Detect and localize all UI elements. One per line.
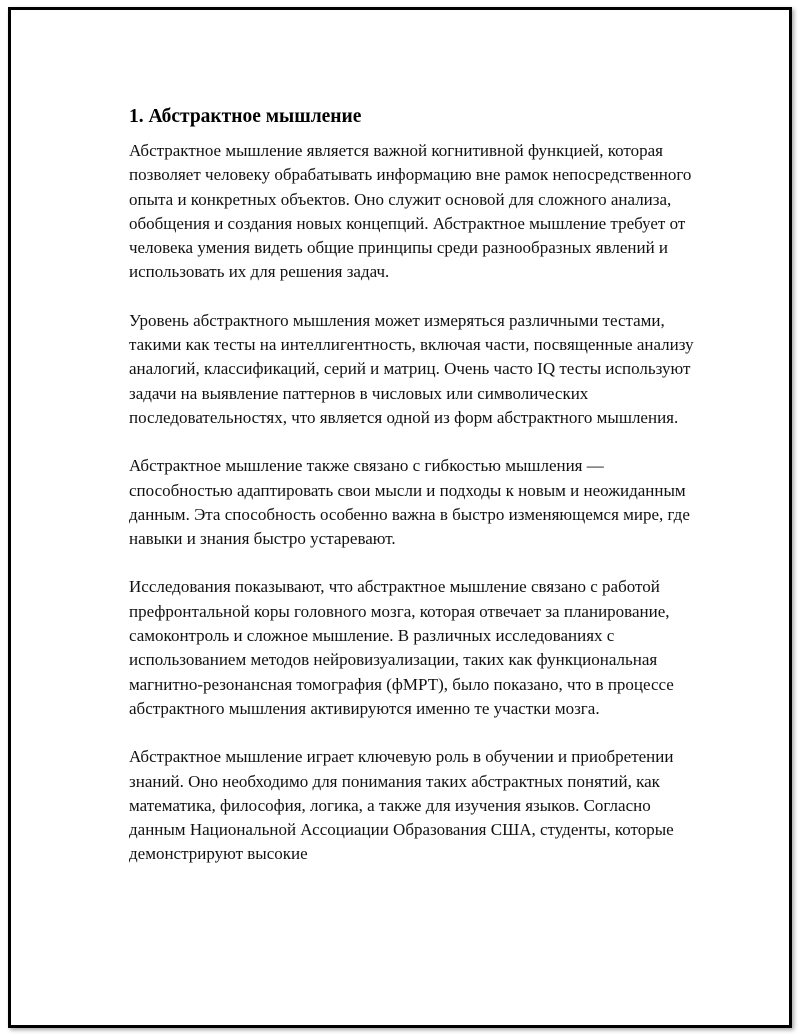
paragraph-2: Уровень абстрактного мышления может измеряться различными тестами, такими как тесты на интеллигентность, включая части, посвященные анализу аналогий, классификаций, серий и матриц. Очень часто IQ тесты используют задачи на выявление паттернов в числовых или символических последовательностях, что является одной из форм абстрактного мышления. (129, 310, 694, 427)
paragraph-3: Абстрактное мышление также связано с гибкостью мышления — способностью адаптировать свои мысли и подходы к новым и неожиданным данным. Эта способность особенно важна в быстро изменяющемся мире, где навыки и знания быстро устаревают. (129, 456, 690, 549)
page-frame (8, 7, 792, 1028)
section-heading: 1. Абстрактное мышление (129, 106, 362, 127)
paragraph-5: Абстрактное мышление играет ключевую роль в обучении и приобретении знаний. Оно необходимо для понимания таких абстрактных понятий, как математика, философия, логика, а также для изучения языков. Согласно данным Национальной Ассоциации Образования США, студенты, которые демонстрируют высокие (129, 747, 674, 864)
document-body (129, 105, 709, 891)
paragraph-4: Исследования показывают, что абстрактное мышление связано с работой префронтальной коры головного мозга, которая отвечает за планирование, самоконтроль и сложное мышление. В различных исследованиях с использованием методов нейровизуализации, таких как функциональная магнитно-резонансная томография (фМРТ), было показано, что в процессе абстрактного мышления активируются именно те участки мозга. (129, 577, 674, 718)
paragraph-1: Абстрактное мышление является важной когнитивной функцией, которая позволяет человеку обрабатывать информацию вне рамок непосредственного опыта и конкретных объектов. Оно служит основой для сложного анализа, обобщения и создания новых концепций. Абстрактное мышление требует от человека умения видеть общие принципы среди разнообразных явлений и использовать их для решения задач. (129, 141, 692, 282)
